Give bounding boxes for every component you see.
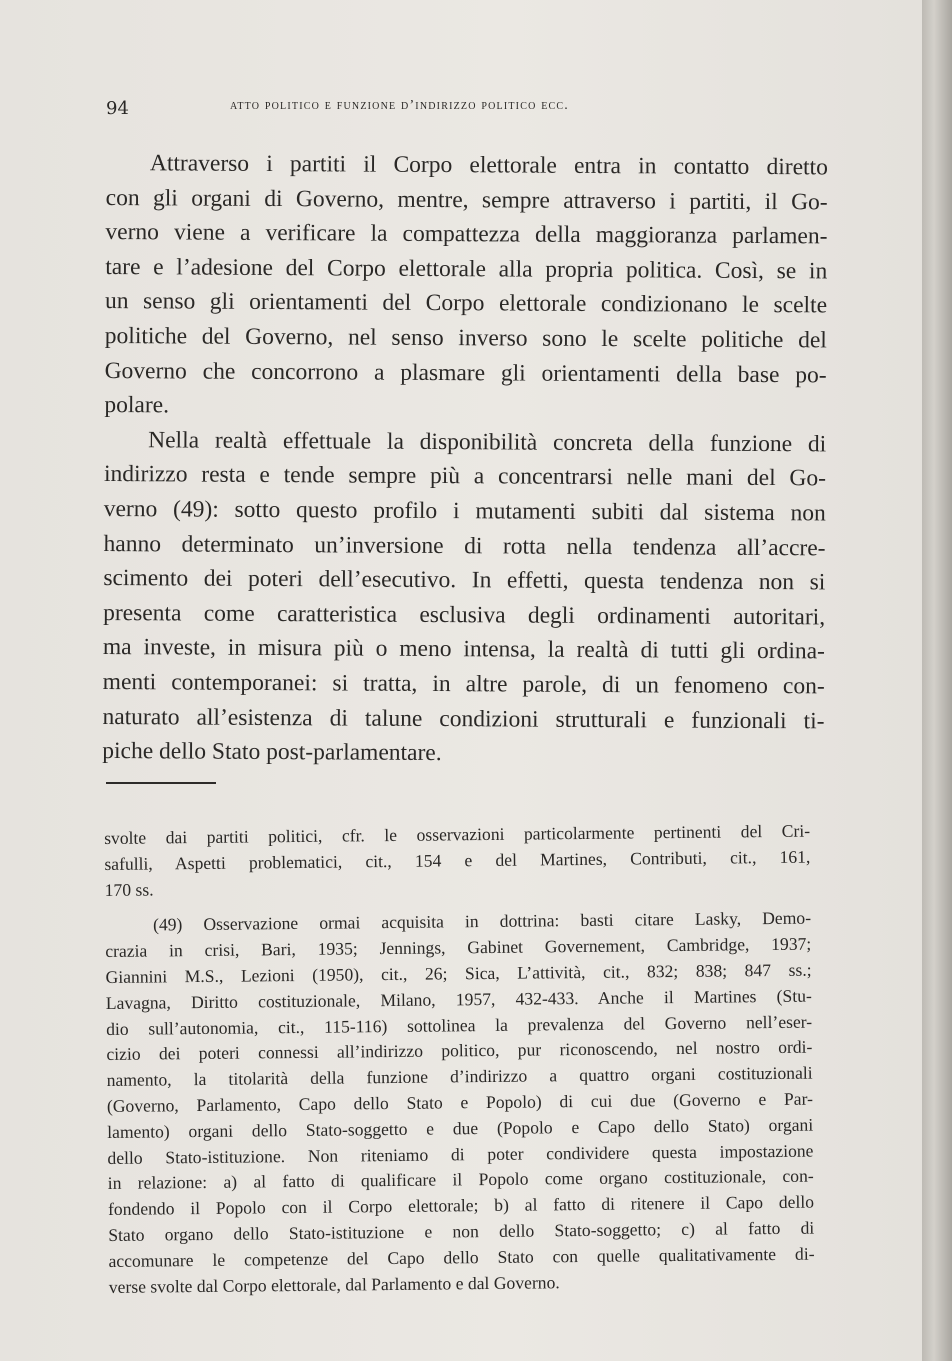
- footnote-line: lamento) organi dello Stato-soggetto e due (Popolo e Capo dello Stato) organi: [107, 1114, 814, 1142]
- footnote-line: Stato organo dello Stato-istituzione e non dello Stato-soggetto; c) al fatto di: [108, 1217, 815, 1245]
- footnote-line: dello Stato-istituzione. Non riteniamo di poter condividere questa impostazione: [107, 1140, 814, 1168]
- text-line: Governo che concorrono a plasmare gli orientamenti della base po-: [104, 357, 827, 388]
- footnote-line: in relazione: a) al fatto di qualificare il Popolo come organo costituzionale, con-: [107, 1165, 814, 1194]
- text-line: naturato all’esistenza di talune condizioni strutturali e funzionali ti-: [102, 703, 825, 734]
- footnote-continuation: [104, 819, 811, 904]
- footnote-line: Lavagna, Diritto costituzionale, Milano, 1957, 432-433. Anche il Martines (Stu-: [105, 985, 812, 1013]
- footnote-separator: [106, 782, 216, 784]
- text-line: ma investe, in misura più o meno intensa, la realtà di tutti gli ordina-: [102, 634, 826, 665]
- footnote-49: [105, 906, 815, 1300]
- footnote-line: Giannini M.S., Lezioni (1950), cit., 26; Sica, L’attività, cit., 832; 838; 847 ss.;: [105, 959, 812, 987]
- text-line: hanno determinato un’inversione di rotta nella tendenza all’accre-: [103, 530, 826, 561]
- text-line: polare.: [104, 392, 170, 419]
- text-line: scimento dei poteri dell’esecutivo. In effetti, questa tendenza non si: [103, 565, 826, 596]
- text-line: tare e l’adesione del Corpo elettorale alla propria politica. Così, se in: [105, 253, 828, 285]
- footnote-line: dio sull’autonomia, cit., 115-116) sottolinea la prevalenza del Governo nell’eser-: [106, 1011, 813, 1039]
- footnote-line: accomunare le competenze del Capo dello Stato con quelle qualitativamente di-: [108, 1243, 815, 1271]
- footnote-line: svolte dai partiti politici, cfr. le osservazioni particolarmente pertinenti del Cri-: [104, 820, 811, 848]
- footnote-line: crazia in crisi, Bari, 1935; Jennings, Gabinet Governement, Cambridge, 1937;: [105, 933, 812, 962]
- footnote-line: 170 ss.: [104, 879, 154, 900]
- running-title: atto politico e funzione d’indirizzo politico ecc.: [230, 98, 569, 113]
- text-line: politiche del Governo, nel senso inverso sono le scelte politiche del: [104, 322, 827, 354]
- footnote-line: namento, la titolarità della funzione d’indirizzo a quattro organi costituzionali: [106, 1062, 813, 1091]
- main-text: [102, 146, 828, 773]
- footnote-line: verse svolte dal Corpo elettorale, dal Parlamento e dal Governo.: [108, 1271, 560, 1297]
- footnotes: [104, 819, 815, 1301]
- footnote-line: safulli, Aspetti problematici, cit., 154 e del Martines, Contributi, cit., 161,: [104, 846, 811, 874]
- footnote-line: fondendo il Popolo con il Corpo elettorale; b) al fatto di ritenere il Capo dello: [107, 1191, 815, 1220]
- text-line: un senso gli orientamenti del Corpo elettorale condizionano le scelte: [104, 288, 828, 319]
- paragraph-2: [102, 423, 826, 773]
- text-line: indirizzo resta e tende sempre più a concentrarsi nelle mani del Go-: [103, 461, 827, 492]
- text-line: menti contemporanei: si tratta, in altre parole, di un fenomeno con-: [102, 668, 825, 700]
- text-line: presenta come caratteristica esclusiva degli ordinamenti autoritari,: [103, 599, 826, 631]
- footnote-line: cizio dei poteri connessi all’indirizzo politico, pur riconoscendo, nel nostro ordi-: [106, 1036, 813, 1065]
- text-line: con gli organi di Governo, mentre, sempre attraverso i partiti, il Go-: [105, 184, 828, 216]
- text-line: verno (49): sotto questo profilo i mutamenti subiti dal sistema non: [103, 495, 826, 527]
- footnote-line: (Governo, Parlamento, Capo dello Stato e Popolo) di cui due (Governo e Par-: [106, 1088, 813, 1116]
- page-number: 94: [106, 98, 129, 119]
- next-page-edge: [922, 0, 952, 1361]
- text-line: Attraverso i partiti il Corpo elettorale entra in contatto diretto: [149, 150, 828, 181]
- text-line: verno viene a verificare la compattezza della maggioranza parlamen-: [105, 219, 828, 250]
- paragraph-1: [104, 146, 828, 427]
- footnote-line: (49) Osservazione ormai acquisita in dottrina: basti citare Lasky, Demo-: [152, 907, 812, 935]
- running-head: [106, 96, 706, 126]
- text-line: piche dello Stato post-parlamentare.: [102, 738, 442, 767]
- text-line: Nella realtà effettuale la disponibilità concreta della funzione di: [148, 427, 827, 458]
